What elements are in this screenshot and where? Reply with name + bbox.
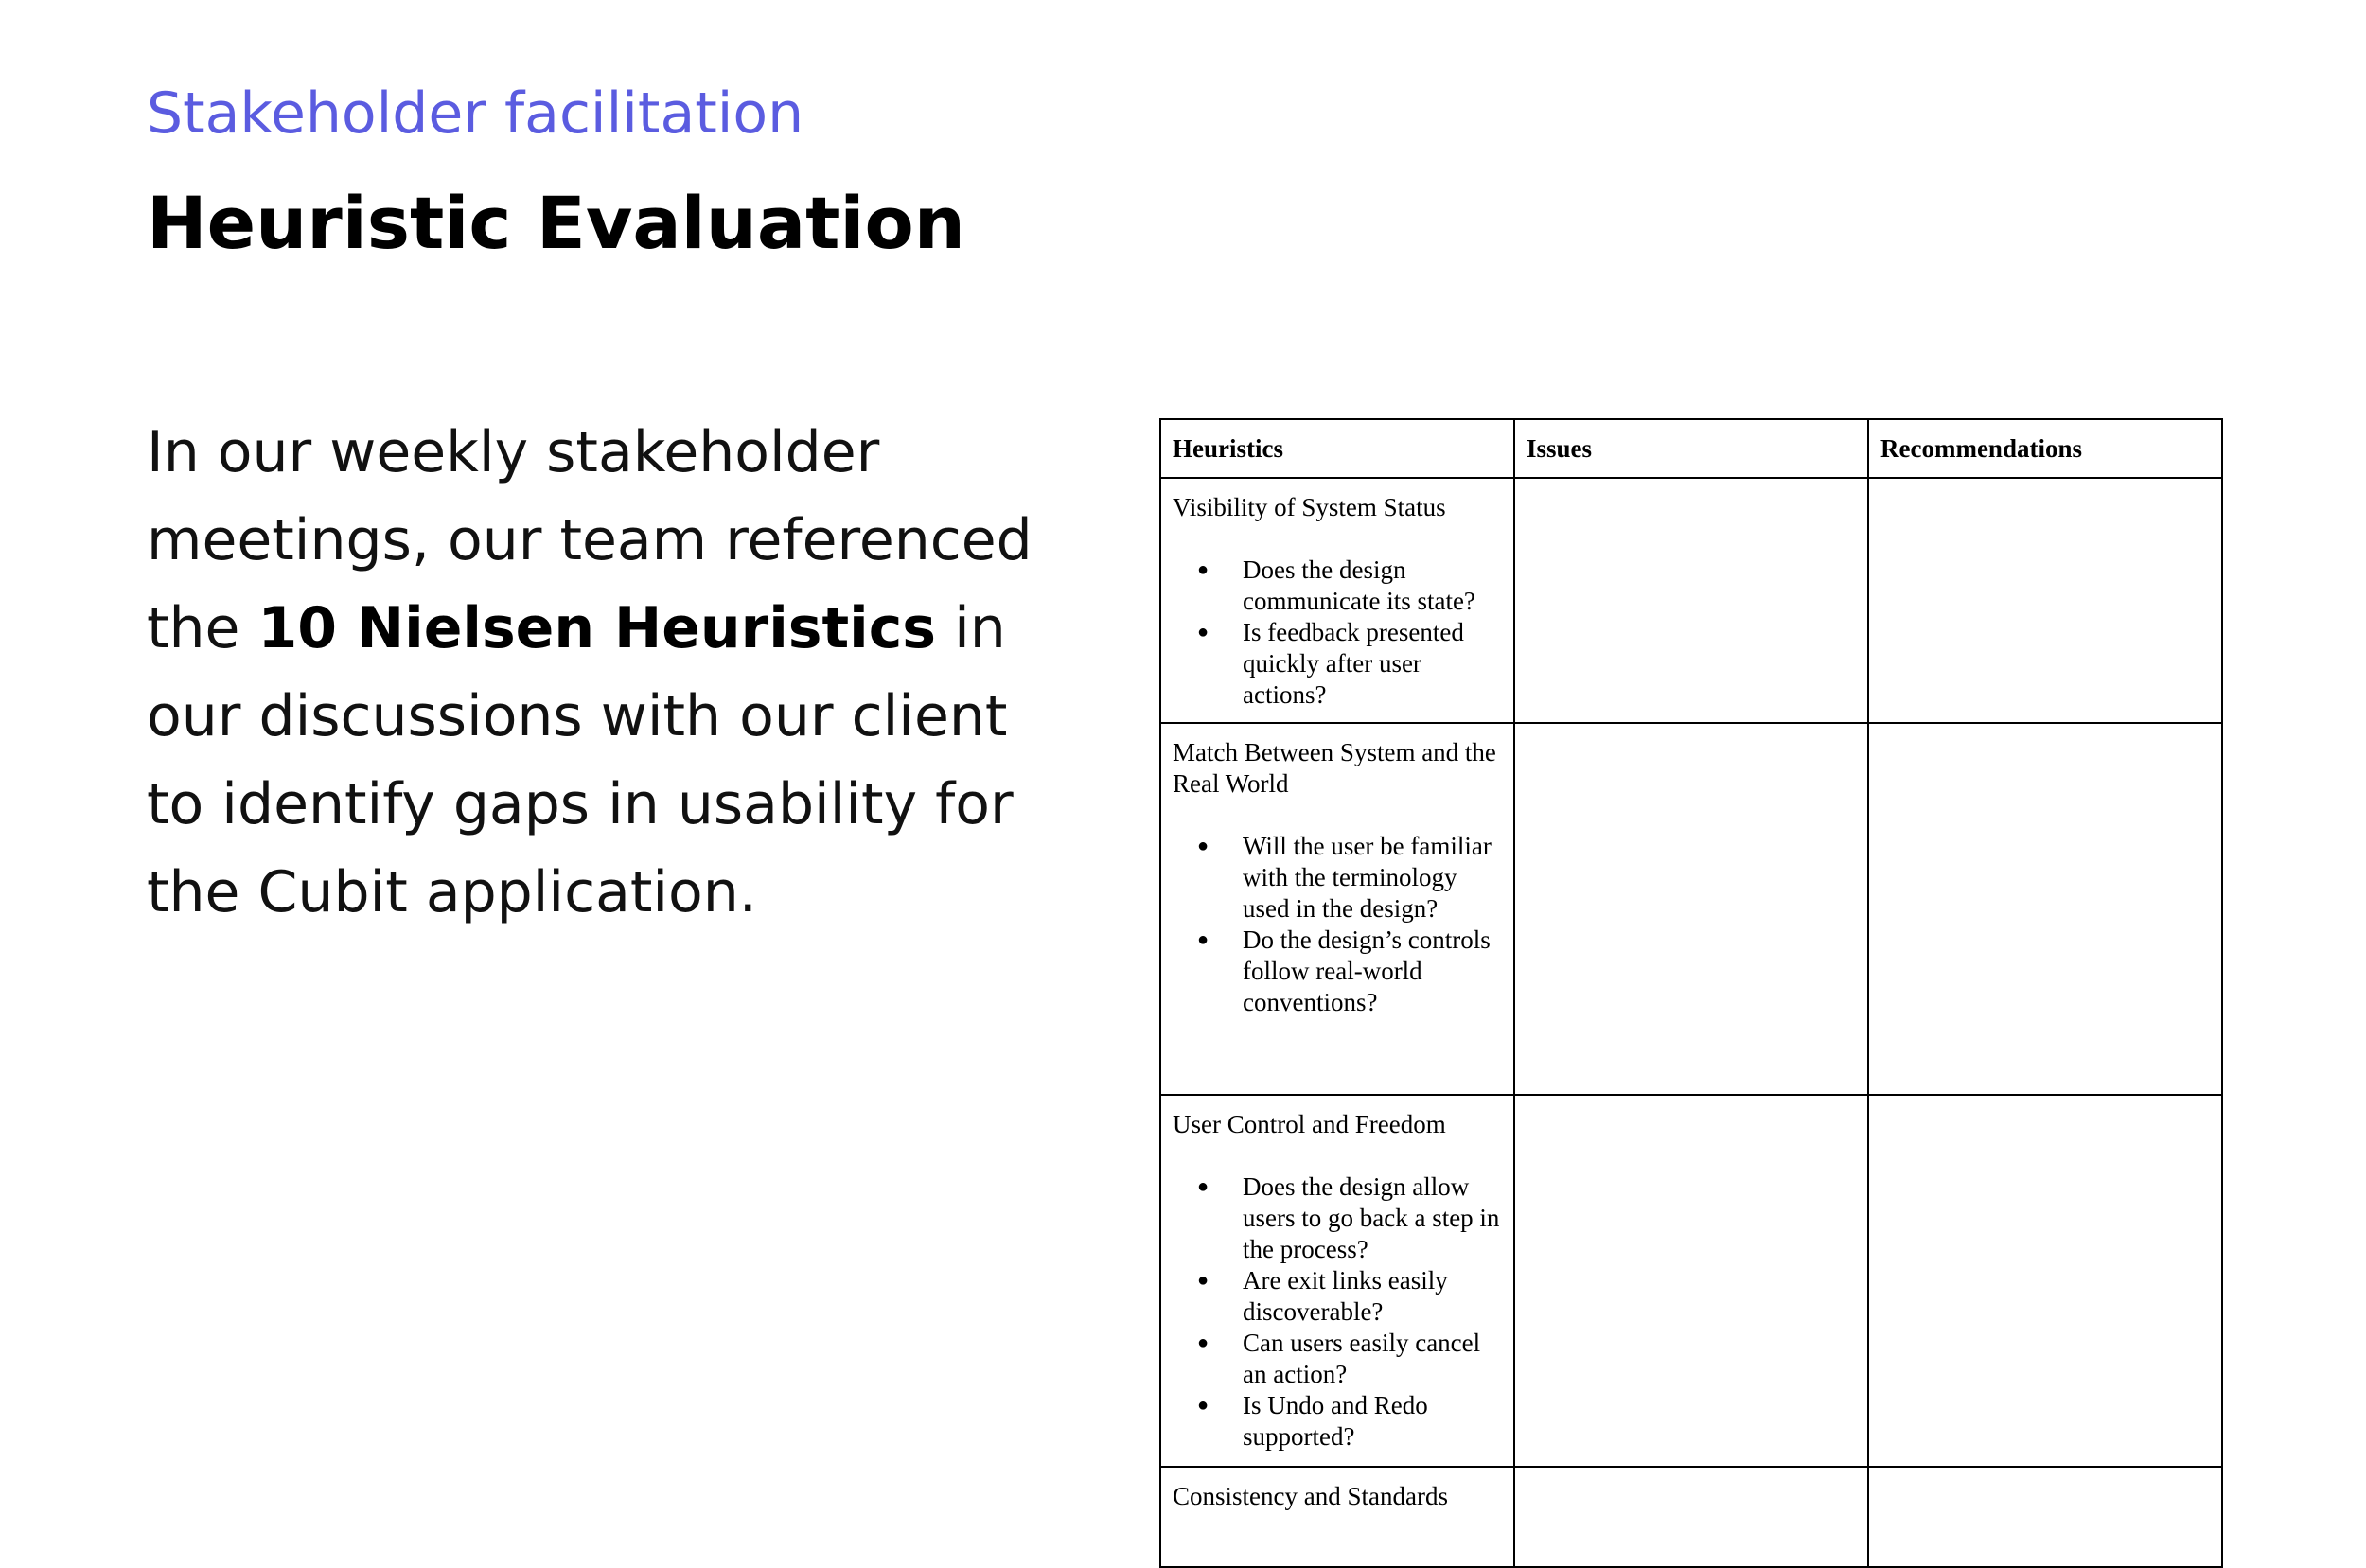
column-header-recommendations: Recommendations [1868,419,2222,478]
heuristic-cell [1160,1095,1514,1467]
issues-cell [1514,1095,1868,1467]
issues-cell [1514,1467,1868,1567]
heuristics-table [1159,418,2223,1568]
intro-text-after: in our discussions with our client to identify gaps in usability for the Cubit application. [147,595,1014,925]
table-row [1160,1095,2222,1467]
heuristic-cell [1160,723,1514,1095]
heuristic-title: Visibility of System Status [1173,493,1446,521]
heuristic-question: ● Will the user be familiar with the terminology used in the design? [1243,831,1502,925]
column-header-issues: Issues [1514,419,1868,478]
intro-paragraph [147,409,1036,937]
section-eyebrow: Stakeholder facilitation [147,80,804,147]
issues-cell [1514,723,1868,1095]
heuristic-question: ● Does the design communicate its state? [1243,555,1502,617]
page-title: Heuristic Evaluation [147,181,965,265]
table-row [1160,1467,2222,1567]
recommendations-cell [1868,1467,2222,1567]
heuristic-question-list [1173,1172,1502,1453]
heuristic-question: ● Can users easily cancel an action? [1243,1328,1502,1390]
recommendations-cell [1868,723,2222,1095]
table-header-row [1160,419,2222,478]
heuristic-question: ● Are exit links easily discoverable? [1243,1265,1502,1328]
heuristic-title: Consistency and Standards [1173,1482,1448,1510]
heuristic-question: ● Do the design’s controls follow real-world conventions? [1243,925,1502,1018]
heuristic-cell [1160,478,1514,723]
heuristic-question-list [1173,831,1502,1018]
recommendations-cell [1868,478,2222,723]
heuristic-question: ● Does the design allow users to go back a step in the process? [1243,1172,1502,1265]
heuristic-question: ● Is Undo and Redo supported? [1243,1390,1502,1453]
intro-emphasis: 10 Nielsen Heuristics [257,595,937,661]
heuristic-title: Match Between System and the Real World [1173,738,1496,798]
column-header-heuristics: Heuristics [1160,419,1514,478]
table-row [1160,478,2222,723]
recommendations-cell [1868,1095,2222,1467]
heuristic-question: ● Is feedback presented quickly after user actions? [1243,617,1502,711]
intro-text-before: In our weekly stakeholder meetings, our team referenced the [147,419,1033,661]
table-row [1160,723,2222,1095]
issues-cell [1514,478,1868,723]
heuristic-cell [1160,1467,1514,1567]
heuristic-question-list [1173,555,1502,711]
heuristic-title: User Control and Freedom [1173,1110,1446,1138]
